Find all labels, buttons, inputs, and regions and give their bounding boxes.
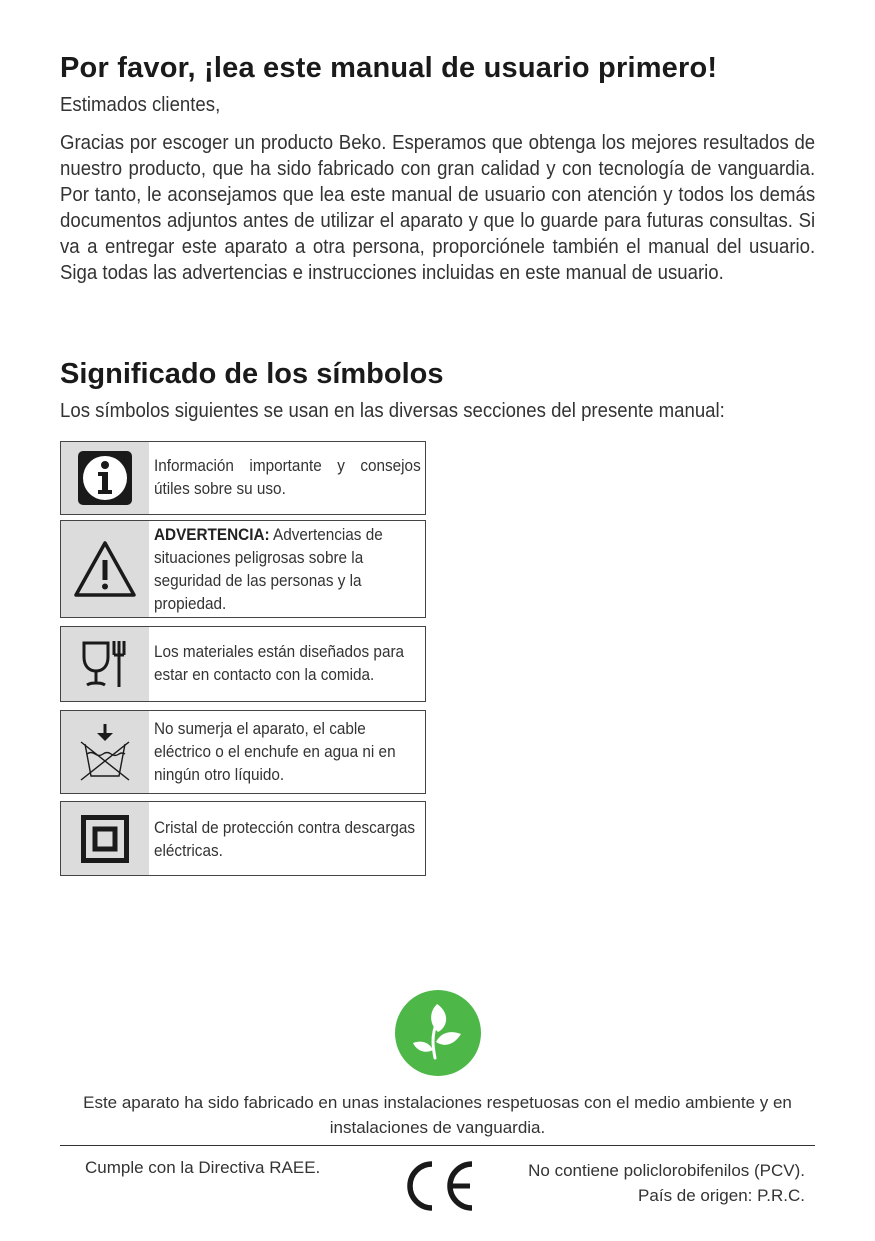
warning-triangle-icon: [61, 521, 149, 617]
intro-paragraph: Gracias por escoger un producto Beko. Esperamos que obtenga los mejores resultados de nuestro producto, que ha sido fabricado con gran calidad y con tecnología de vanguardia. Por tanto, le aconsejamos que lea este manual de usuario con atención y todos los demás documentos adjuntos antes de utilizar el aparato y que lo guarde para futuras consultas. Si va a entregar este aparato a otra persona, proporciónele también el manual del usuario. Siga todas las advertencias e instrucciones incluidas en este manual de usuario.: [60, 132, 816, 284]
symbol-text: ADVERTENCIA: Advertencias de situaciones peligrosas sobre la seguridad de las personas y la propiedad.: [154, 525, 383, 613]
country-of-origin: País de origen: P.R.C.: [638, 1186, 805, 1205]
weee-compliance: Cumple con la Directiva RAEE.: [85, 1158, 321, 1177]
double-insulation-icon: [61, 802, 149, 875]
no-immerse-icon: [61, 711, 149, 793]
main-heading: Por favor, ¡lea este manual de usuario primero!: [60, 52, 718, 84]
ce-mark-icon: [400, 1158, 478, 1219]
eco-leaf-icon: [395, 990, 481, 1076]
pcv-origin-info: [528, 1158, 805, 1208]
symbol-text: Los materiales están diseñados para estar en contacto con la comida.: [154, 642, 405, 684]
symbol-row-no-immerse: [60, 710, 426, 794]
symbol-text: No sumerja el aparato, el cable eléctrico o el enchufe en agua ni en ningún otro líquido.: [154, 719, 396, 784]
eco-statement: Este aparato ha sido fabricado en unas instalaciones respetuosas con el medio ambiente y en instalaciones de vanguardia.: [83, 1093, 792, 1137]
food-contact-icon: [61, 627, 149, 701]
symbols-heading: Significado de los símbolos: [60, 358, 444, 390]
symbols-intro: Los símbolos siguientes se usan en las diversas secciones del presente manual:: [60, 400, 725, 422]
symbol-row-food: [60, 626, 426, 702]
info-icon: [61, 442, 149, 514]
symbol-row-info: [60, 441, 426, 515]
greeting: Estimados clientes,: [60, 94, 221, 116]
pcv-statement: No contiene policlorobifenilos (PCV).: [528, 1161, 805, 1180]
warning-label: ADVERTENCIA:: [154, 525, 270, 544]
divider: [60, 1145, 815, 1146]
symbol-row-warning: [60, 520, 426, 618]
symbol-text: Información importante y consejos útiles sobre su uso.: [154, 456, 421, 498]
symbol-row-double-insulation: [60, 801, 426, 876]
symbol-text: Cristal de protección contra descargas eléctricas.: [154, 818, 416, 860]
